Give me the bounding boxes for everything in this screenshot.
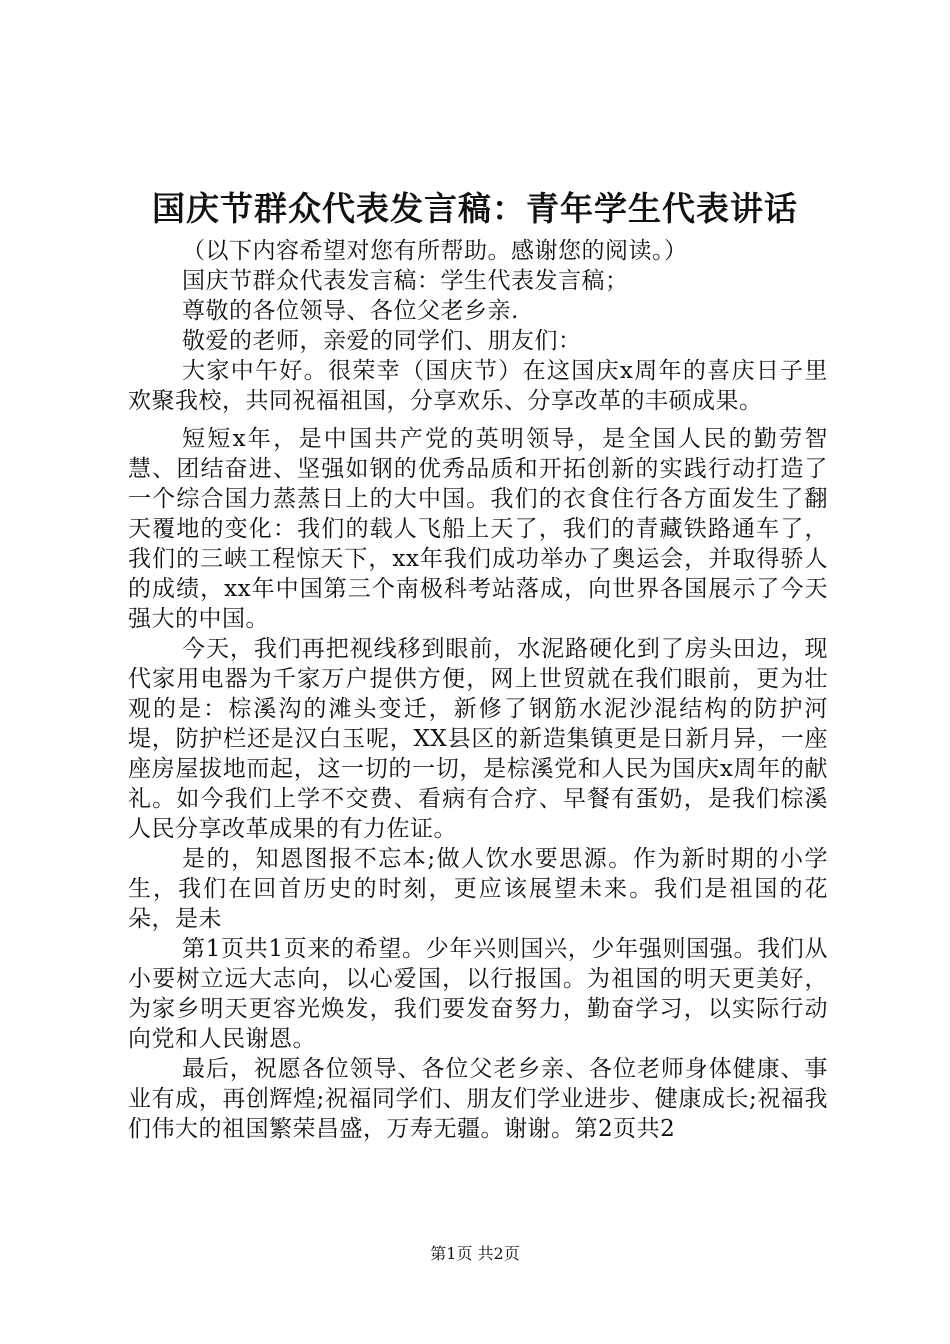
paragraph-closing: 最后，祝愿各位领导、各位父老乡亲、各位老师身体健康、事业有成，再创辉煌;祝福同学们、朋友们学业进步、健康成长;祝福我们伟大的祖国繁荣昌盛，万寿无疆。谢谢。第2页共2 [128,1056,828,1142]
document-body [128,236,828,1144]
document-title: 国庆节群众代表发言稿：青年学生代表讲话 [152,189,798,228]
intro-note: （以下内容希望对您有所帮助。感谢您的阅读。） [182,238,688,264]
paragraph-gratitude: 是的，知恩图报不忘本;做人饮水要思源。作为新时期的小学生，我们在回首历史的时刻，更应该展望未来。我们是祖国的花朵，是未 [128,846,828,932]
greeting-leaders: 尊敬的各位领导、各位父老乡亲. [182,298,519,324]
paragraph-achievements: 短短x年，是中国共产党的英明领导，是全国人民的勤劳智慧、团结奋进、坚强如钢的优秀品质和开拓创新的实践行动打造了一个综合国力蒸蒸日上的大中国。我们的衣食住行各方面发生了翻天覆地的变化：我们的载人飞船上天了，我们的青藏铁路通车了，我们的三峡工程惊天下，xx年我们成功举办了奥运会，并取得骄人的成绩，xx年中国第三个南极科考站落成，向世界各国展示了今天强大的中国。 [128,426,828,632]
paragraph-opening: 大家中午好。很荣幸（国庆节）在这国庆x周年的喜庆日子里欢聚我校，共同祝福祖国，分享欢乐、分享改革的丰硕成果。 [128,358,828,414]
page-footer: 第1页 共2页 [430,1244,520,1263]
speech-heading: 国庆节群众代表发言稿：学生代表发言稿； [182,268,629,294]
greeting-teachers: 敬爱的老师，亲爱的同学们、朋友们： [182,328,582,354]
paragraph-future: 第1页共1页来的希望。少年兴则国兴，少年强则国强。我们从小要树立远大志向，以心爱国，以行报国。为祖国的明天更美好，为家乡明天更容光焕发，我们要发奋努力，勤奋学习，以实际行动向党和人民谢恩。 [128,936,828,1052]
paragraph-today: 今天，我们再把视线移到眼前，水泥路硬化到了房头田边，现代家用电器为千家万户提供方便，网上世贸就在我们眼前，更为壮观的是：棕溪沟的滩头变迁，新修了钢筋水泥沙混结构的防护河堤，防护栏还是汉白玉呢，XX县区的新造集镇更是日新月异，一座座房屋拔地而起，这一切的一切，是棕溪党和人民为国庆x周年的献礼。如今我们上学不交费、看病有合疗、早餐有蛋奶，是我们棕溪人民分享改革成果的有力佐证。 [128,636,828,842]
